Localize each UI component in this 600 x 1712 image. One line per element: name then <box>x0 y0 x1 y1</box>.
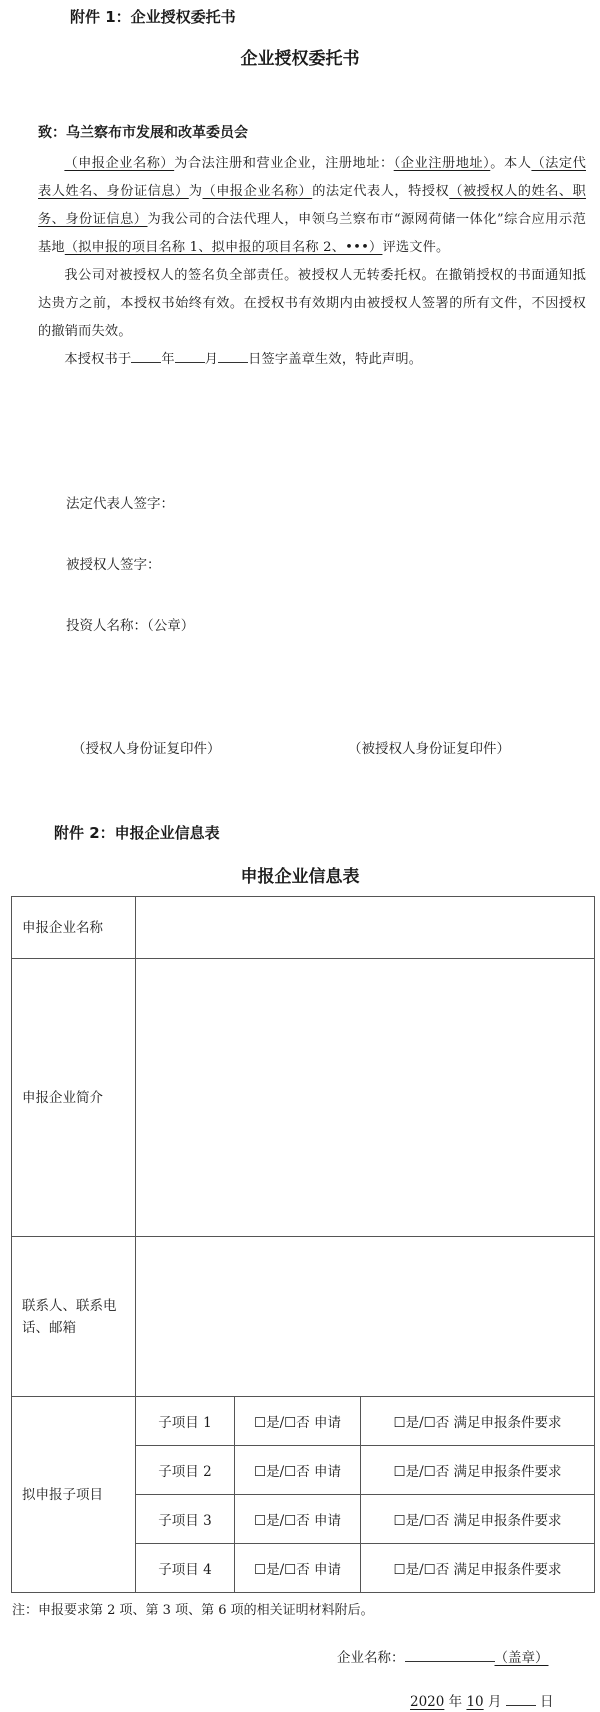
company-name-label: 申报企业名称 <box>12 897 136 959</box>
authorized-id-copy-label: （被授权人身份证复印件） <box>348 741 510 757</box>
text: 为合法注册和营业企业，注册地址： <box>174 156 394 171</box>
authorized-signature-label: 被授权人签字： <box>66 557 161 573</box>
subproject-name: 子项目 4 <box>136 1544 235 1593</box>
company-name-label: 企业名称： <box>337 1650 405 1666</box>
subproject-name: 子项目 2 <box>136 1446 235 1495</box>
text: 为 <box>188 184 203 199</box>
company-address-placeholder: （企业注册地址） <box>393 156 491 171</box>
authorized-person-placeholder: （被授权人的姓名、职务、身份证信息） <box>38 184 587 227</box>
company-name-placeholder-2: （申报企业名称） <box>202 184 313 199</box>
company-name-cell[interactable] <box>136 897 595 959</box>
text: 为我公司的合法代理人，申领乌兰察布市“源网荷储一体化”综合应用示范基地 <box>38 212 586 255</box>
date-day-blank <box>506 1691 536 1706</box>
subproject-meets-option[interactable]: ☐是/☐否 满足申报条件要求 <box>361 1397 595 1446</box>
date-month-unit: 月 <box>487 1694 502 1710</box>
attachment-1-label: 附件 1：企业授权委托书 <box>70 8 236 26</box>
subproject-meets-option[interactable]: ☐是/☐否 满足申报条件要求 <box>361 1544 595 1593</box>
subprojects-label: 拟申报子项目 <box>12 1397 136 1593</box>
table-note: 注：申报要求第 2 项、第 3 项、第 6 项的相关证明材料附后。 <box>12 1603 374 1618</box>
subproject-meets-option[interactable]: ☐是/☐否 满足申报条件要求 <box>361 1495 595 1544</box>
table-row <box>12 1397 595 1446</box>
date-line <box>410 1690 554 1710</box>
subproject-meets-option[interactable]: ☐是/☐否 满足申报条件要求 <box>361 1446 595 1495</box>
table-row <box>12 1237 595 1397</box>
authorization-body <box>38 150 586 374</box>
project-names-placeholder: （拟申报的项目名称 1、拟申报的项目名称 2、•••） <box>64 240 383 255</box>
addressee-line: 致：乌兰察布市发展和改革委员会 <box>38 125 248 141</box>
date-day-unit: 日 <box>540 1694 554 1710</box>
date-month: 10 <box>466 1694 484 1710</box>
legal-rep-placeholder: （法定代表人姓名、身份证信息） <box>38 156 586 199</box>
text: 月 <box>204 352 219 367</box>
seal-label: （盖章） <box>494 1650 549 1666</box>
company-intro-cell[interactable] <box>136 959 595 1237</box>
date-year: 2020 <box>410 1694 445 1710</box>
text: 评选文件。 <box>382 240 450 255</box>
investor-name-label: 投资人名称：（公章） <box>66 618 195 634</box>
subproject-apply-option[interactable]: ☐是/☐否 申请 <box>235 1397 361 1446</box>
company-seal-line <box>337 1646 549 1666</box>
year-blank <box>131 348 161 363</box>
paragraph-2: 我公司对被授权人的签名负全部责任。被授权人无转委托权。在撤销授权的书面通知抵达贵方之前，本授权书始终有效。在授权书有效期内由被授权人签署的所有文件，不因授权的撤销而失效。 <box>38 268 586 339</box>
table-row <box>12 959 595 1237</box>
attachment-2-label: 附件 2：申报企业信息表 <box>54 824 220 842</box>
day-blank <box>218 348 248 363</box>
text: 日签字盖章生效，特此声明。 <box>248 352 423 367</box>
paragraph-1 <box>38 150 586 262</box>
subproject-apply-option[interactable]: ☐是/☐否 申请 <box>235 1544 361 1593</box>
subproject-name: 子项目 3 <box>136 1495 235 1544</box>
text: 年 <box>161 352 175 367</box>
subproject-apply-option[interactable]: ☐是/☐否 申请 <box>235 1495 361 1544</box>
subproject-name: 子项目 1 <box>136 1397 235 1446</box>
table-row <box>12 897 595 959</box>
text: 本授权书于 <box>64 352 132 367</box>
company-info-table <box>11 896 595 1593</box>
contact-cell[interactable] <box>136 1237 595 1397</box>
contact-label: 联系人、联系电话、邮箱 <box>12 1237 136 1397</box>
paragraph-3 <box>38 346 586 374</box>
company-name-placeholder: （申报企业名称） <box>64 156 175 171</box>
authorizer-id-copy-label: （授权人身份证复印件） <box>72 741 221 757</box>
authorization-letter-title: 企业授权委托书 <box>240 49 360 69</box>
company-intro-label: 申报企业简介 <box>12 959 136 1237</box>
date-year-unit: 年 <box>448 1694 463 1710</box>
company-name-blank <box>405 1647 495 1662</box>
legal-rep-signature-label: 法定代表人签字： <box>66 496 174 512</box>
info-table-title: 申报企业信息表 <box>240 867 360 887</box>
text: 的法定代表人，特授权 <box>312 184 450 199</box>
text: 。本人 <box>490 156 532 171</box>
month-blank <box>175 348 205 363</box>
subproject-apply-option[interactable]: ☐是/☐否 申请 <box>235 1446 361 1495</box>
